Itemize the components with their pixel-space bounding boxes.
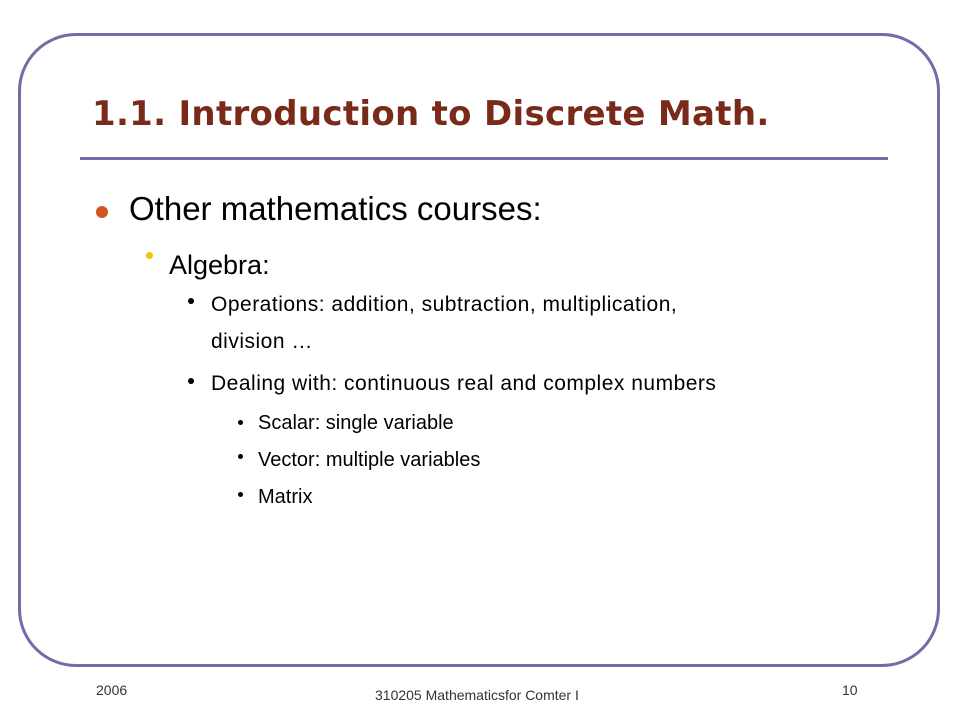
bullet-l4-icon [238, 454, 243, 459]
bullet-l2-icon [146, 252, 153, 259]
bullet-l3-icon [188, 378, 194, 384]
title-underline [80, 157, 888, 160]
bullet-vector: Vector: multiple variables [258, 449, 481, 471]
bullet-algebra: Algebra: [169, 250, 270, 280]
bullet-operations: Operations: addition, subtraction, multiplication, [211, 293, 678, 316]
footer-date: 2006 [96, 682, 128, 698]
bullet-other-courses: Other mathematics courses: [129, 190, 542, 227]
slide-title: 1.1. Introduction to Discrete Math. [92, 94, 770, 134]
bullet-l1-icon [96, 206, 108, 218]
footer-course: 310205 Mathematicsfor Comter I [375, 687, 579, 703]
bullet-l4-icon [238, 492, 243, 497]
bullet-matrix: Matrix [258, 486, 313, 508]
bullet-dealing-with: Dealing with: continuous real and complex numbers [211, 372, 717, 395]
bullet-l4-icon [238, 420, 243, 425]
bullet-l3-icon [188, 298, 194, 304]
bullet-operations-continued: division … [211, 330, 313, 353]
footer-page-number: 10 [842, 682, 858, 698]
bullet-scalar: Scalar: single variable [258, 412, 454, 434]
